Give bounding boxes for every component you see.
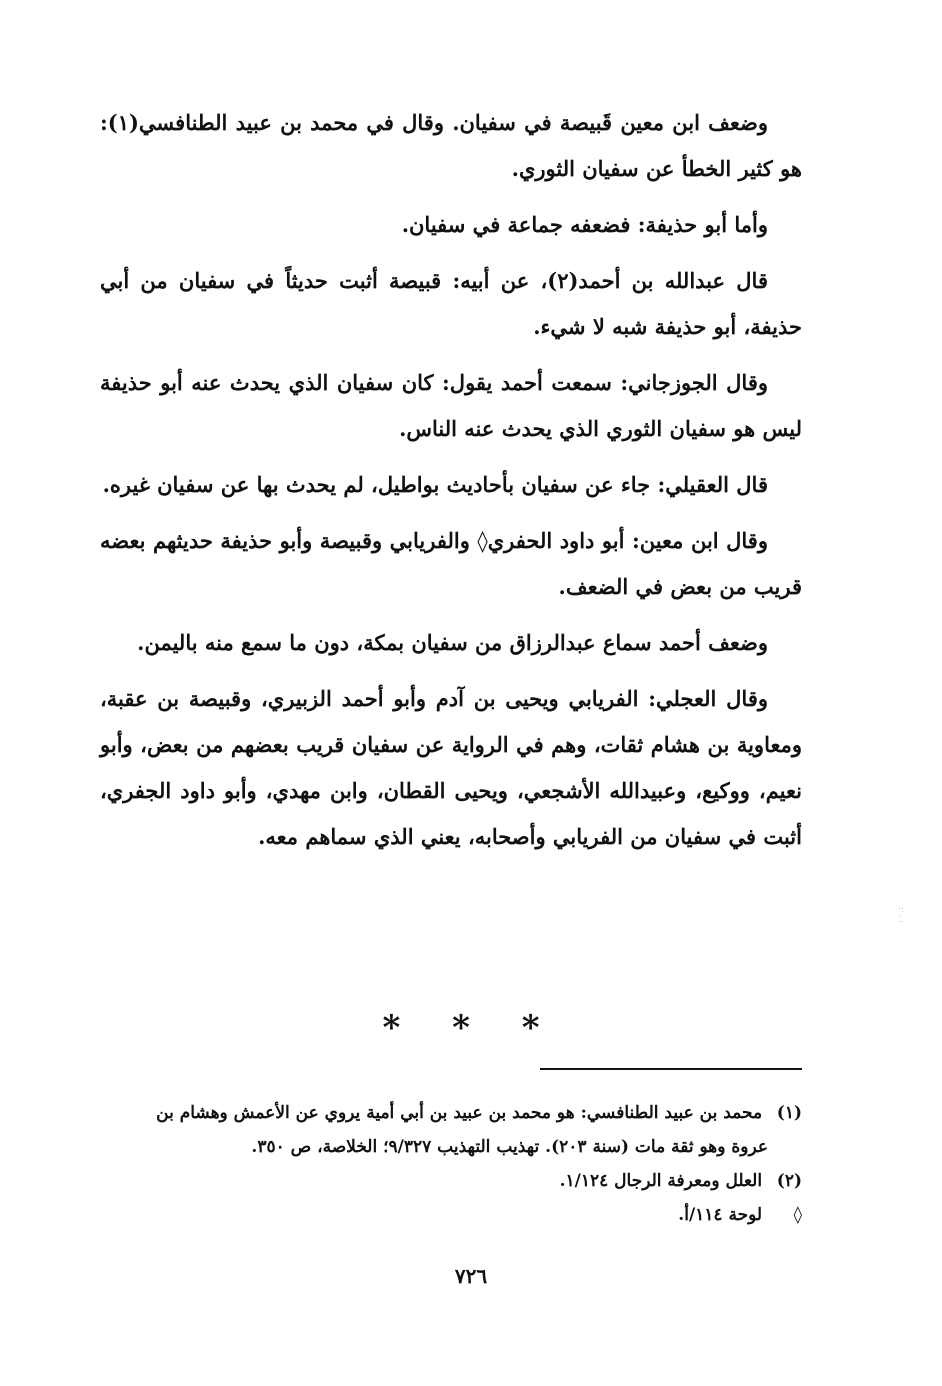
footnote-3 (100, 1198, 802, 1232)
footnote-2 (100, 1164, 802, 1198)
paragraph: وقال الجوزجاني: سمعت أحمد يقول: كان سفيان الذي يحدث عنه أبو حذيفة ليس هو سفيان الثوري الذي يحدث عنه الناس. (100, 370, 802, 441)
footnote-1-continuation: عروة وهو ثقة مات (سنة ٢٠٣). تهذيب التهذيب ٩/٣٢٧؛ الخلاصة، ص ٣٥٠. (251, 1137, 768, 1157)
paragraph: وقال ابن معين: أبو داود الحفري◊ والفريابي وقبيصة وأبو حذيفة حديثهم بعضه قريب من بعض في الضعف. (100, 528, 802, 599)
footnote-text: محمد بن عبيد الطنافسي: هو محمد بن عبيد بن أبي أمية يروي عن الأعمش وهشام بن (156, 1103, 763, 1123)
footnote-marker: ◊ (793, 1205, 802, 1225)
footnote-marker: (٢) (776, 1171, 802, 1191)
paragraph: وضعف أحمد سماع عبدالرزاق من سفيان بمكة، دون ما سمع منه باليمن. (137, 630, 768, 655)
paragraph: قال العقيلي: جاء عن سفيان بأحاديث بواطيل، لم يحدث بها عن سفيان غيره. (102, 472, 768, 497)
footnote-text: العلل ومعرفة الرجال ١/١٢٤. (559, 1171, 763, 1191)
footnote-divider (540, 1068, 802, 1070)
page-number: ٧٢٦ (454, 1264, 488, 1288)
paragraph: وضعف ابن معين قَبيصة في سفيان. وقال في محمد بن عبيد الطنافسي(١): هو كثير الخطأ عن سفيان الثوري. (100, 110, 802, 181)
paragraph: قال عبدالله بن أحمد(٢)، عن أبيه: قبيصة أثبت حديثاً في سفيان من أبي حذيفة، أبو حذيفة شبه لا شيء. (100, 268, 802, 339)
paragraph: وأما أبو حذيفة: فضعفه جماعة في سفيان. (401, 212, 768, 237)
footnote-marker: (١) (776, 1103, 802, 1123)
paragraph: وقال العجلي: الفريابي ويحيى بن آدم وأبو أحمد الزبيري، وقبيصة بن عقبة، ومعاوية بن هشام ثقات، وهم في الرواية عن سفيان قريب بعضهم من بعض، وأبو نعيم، ووكيع، وعبيدالله الأشجعي، ويحيى القطان، وابن مهدي، وأبو داود الجفري، أثبت في سفيان من الفريابي وأصحابه، يعني الذي سماهم معه. (100, 686, 802, 849)
scan-speck: ·: ⁚. (898, 905, 904, 925)
main-text (100, 100, 802, 870)
footnote-text: لوحة ١١٤/أ. (678, 1205, 763, 1225)
section-separator: * * * (382, 1008, 560, 1048)
footnote-1 (100, 1096, 802, 1130)
footnotes (100, 1096, 802, 1232)
